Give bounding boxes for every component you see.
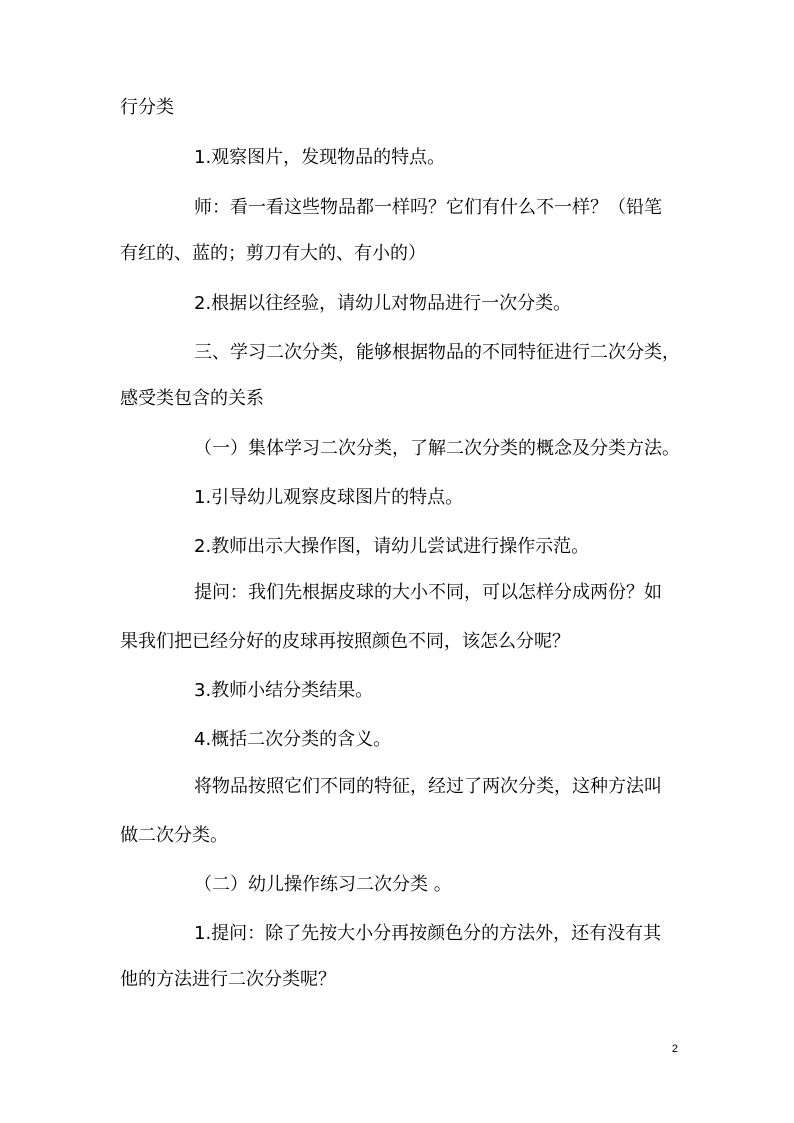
text-line: 果我们把已经分好的皮球再按照颜色不同，该怎么分呢？ — [120, 631, 570, 652]
text-line: 1.观察图片，发现物品的特点。 — [194, 147, 446, 168]
section-heading-continuation: 感受类包含的关系 — [120, 388, 264, 409]
text-line: 3.教师小结分类结果。 — [194, 680, 374, 701]
subsection-heading: （二）幼儿操作练习二次分类 。 — [194, 874, 452, 895]
page-number: 2 — [671, 1043, 678, 1055]
text-line: 4.概括二次分类的含义。 — [194, 729, 392, 750]
text-line: 将物品按照它们不同的特征，经过了两次分类，这种方法叫 — [194, 776, 662, 797]
text-line: 1.提问：除了先按大小分再按颜色分的方法外，还有没有其 — [194, 923, 662, 944]
text-line: 做二次分类。 — [120, 825, 228, 846]
text-line: 行分类 — [120, 97, 174, 118]
text-line: 他的方法进行二次分类呢？ — [120, 969, 336, 990]
text-line: 有红的、蓝的；剪刀有大的、有小的） — [120, 243, 426, 264]
text-line: 提问：我们先根据皮球的大小不同，可以怎样分成两份？如 — [194, 582, 662, 603]
text-line: 1.引导幼儿观察皮球图片的特点。 — [194, 487, 464, 508]
text-line: 师：看一看这些物品都一样吗？它们有什么不一样？（铅笔 — [194, 197, 662, 218]
text-line: 2.根据以往经验，请幼儿对物品进行一次分类。 — [194, 293, 572, 314]
text-line: 2.教师出示大操作图，请幼儿尝试进行操作示范。 — [194, 536, 590, 557]
subsection-heading: （一）集体学习二次分类，了解二次分类的概念及分类方法。 — [194, 438, 680, 459]
section-heading: 三、学习二次分类，能够根据物品的不同特征进行二次分类， — [194, 342, 680, 363]
